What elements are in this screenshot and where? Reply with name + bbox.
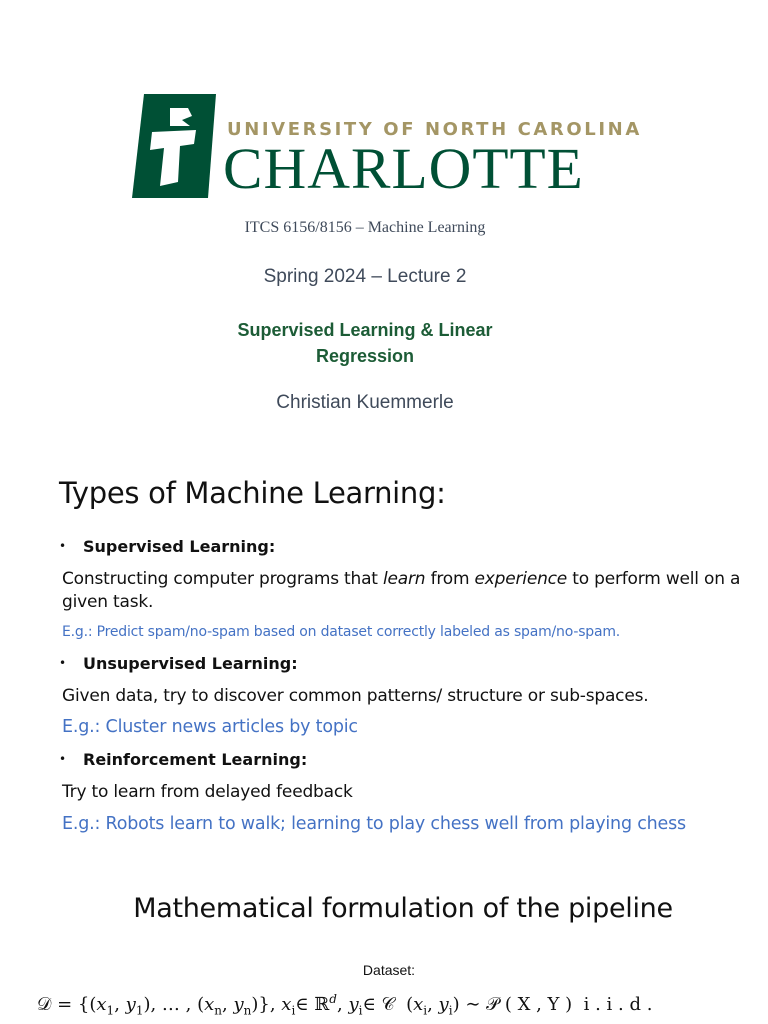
supervised-description (62, 568, 742, 614)
unsupervised-label: Unsupervised Learning: (83, 654, 298, 673)
bullet-unsupervised (59, 654, 298, 673)
unsupervised-example: E.g.: Cluster news articles by topic (62, 717, 358, 737)
formula-yn: y (233, 994, 244, 1015)
reinforcement-description: Try to learn from delayed feedback (62, 782, 353, 802)
supervised-desc-part1: Constructing computer programs that (62, 569, 383, 589)
supervised-example: E.g.: Predict spam/no-spam based on dataset correctly labeled as spam/no-spam. (62, 624, 621, 640)
formula-open: {( (77, 994, 97, 1015)
formula-sub-1: 1 (106, 1003, 115, 1018)
formula-yi: y (348, 994, 359, 1015)
logo-university-text: UNIVERSITY OF NORTH CAROLINA (227, 119, 642, 140)
formula-comma: , (114, 994, 126, 1015)
lecture-title-line-2: Regression (315, 346, 415, 366)
university-logo (130, 90, 642, 205)
formula-in-rd: ∈ ℝ (295, 994, 330, 1015)
formula-y1: y (125, 994, 136, 1015)
supervised-label: Supervised Learning: (83, 537, 276, 556)
uncc-crown-icon (130, 90, 220, 202)
formula-pair-open: ( (394, 994, 414, 1015)
reinforcement-example: E.g.: Robots learn to walk; learning to play chess well from playing chess (62, 814, 686, 834)
reinforcement-label: Reinforcement Learning: (83, 750, 308, 769)
math-heading: Mathematical formulation of the pipeline (133, 893, 673, 924)
formula-sub-i: i (291, 1003, 296, 1018)
types-heading: Types of Machine Learning: (59, 476, 446, 510)
formula-sub-i4: i (448, 1003, 453, 1018)
formula-comma: , (427, 994, 439, 1015)
formula-distribution: ∼ 𝒫 ( X , Y ) i . i . d . (459, 994, 653, 1015)
formula-pair-close: ) (452, 994, 460, 1015)
supervised-desc-learn: learn (382, 569, 426, 589)
formula-sup-d: d (329, 992, 337, 1006)
formula-sub-i2: i (358, 1003, 363, 1018)
formula-dataset-symbol: 𝒟 (37, 994, 52, 1015)
formula-sub-1b: 1 (135, 1003, 144, 1018)
formula-sub-n: n (214, 1003, 222, 1018)
formula-xn: x (204, 994, 215, 1015)
lecture-title (0, 317, 730, 369)
formula-comma: , (222, 994, 234, 1015)
formula-comma: , (336, 994, 349, 1015)
formula-in-c: ∈ 𝒞 (362, 994, 395, 1015)
formula-x1: x (96, 994, 107, 1015)
dataset-formula (37, 992, 652, 1018)
bullet-supervised (59, 537, 275, 556)
lecture-title-line-1: Supervised Learning & Linear (237, 320, 493, 340)
logo-charlotte-text: CHARLOTTE (223, 136, 584, 201)
bullet-reinforcement (59, 750, 307, 769)
formula-yi2: y (438, 994, 449, 1015)
dataset-label: Dataset: (362, 962, 416, 978)
term-lecture: Spring 2024 – Lecture 2 (263, 266, 467, 287)
bullet-dot-icon: • (59, 752, 67, 766)
bullet-dot-icon: • (59, 656, 67, 670)
formula-equals: = (51, 994, 78, 1015)
author-name: Christian Kuemmerle (276, 392, 454, 413)
unsupervised-description: Given data, try to discover common patterns/ structure or sub-spaces. (62, 686, 649, 706)
formula-close: )}, (251, 994, 282, 1015)
bullet-dot-icon: • (59, 539, 67, 553)
formula-ellipsis: ), … , ( (143, 994, 205, 1015)
formula-sub-nb: n (243, 1003, 252, 1018)
course-title: ITCS 6156/8156 – Machine Learning (244, 219, 486, 236)
formula-sub-i3: i (423, 1003, 428, 1018)
supervised-desc-part3: to perform well on a given task. (62, 569, 741, 612)
formula-xi2: x (413, 994, 424, 1015)
formula-xi: x (281, 994, 292, 1015)
supervised-desc-experience: experience (474, 569, 568, 589)
supervised-desc-part2: from (425, 569, 475, 589)
